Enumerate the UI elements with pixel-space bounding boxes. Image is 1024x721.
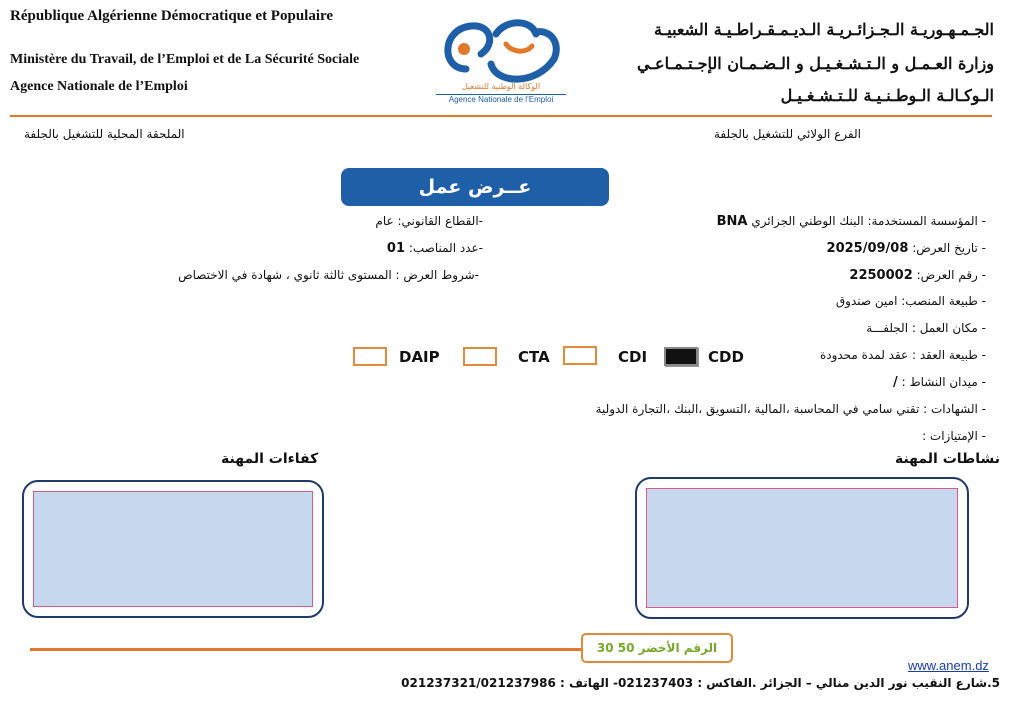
field-activity-field-value: / xyxy=(893,375,898,390)
label-cdi: CDI xyxy=(618,348,648,366)
field-offer-number-label: - رقم العرض: xyxy=(912,268,986,282)
skills-box xyxy=(22,480,324,618)
header-ar-ministry: وزارة العـمـل و الـتـشـغـيـل و الـضـمـان الإجـتـمـاعـي xyxy=(637,54,994,73)
field-contract-nature-value: عقد لمدة محدودة xyxy=(819,348,909,362)
header-ar-agency: الـوكـالـة الـوطـنـيـة للـتـشـغـيـل xyxy=(780,86,994,105)
field-diplomas-value: تقني سامي في المحاسبة ،المالية ،التسويق ،البنك ،التجارة الدولية xyxy=(595,402,920,416)
checkbox-daip[interactable] xyxy=(353,347,387,366)
header-fr-agency: Agence Nationale de l’Emploi xyxy=(10,79,188,94)
checkbox-cta[interactable] xyxy=(463,347,497,366)
logo-caption-ar: الوكالة الوطنية للتشغيل xyxy=(461,82,541,91)
field-legal-sector-label: -القطاع القانوني: xyxy=(393,214,483,228)
label-cta: CTA xyxy=(518,348,550,366)
field-employer-label: - المؤسسة المستخدمة: البنك الوطني الجزائري xyxy=(747,214,986,228)
footer-address: 5.شارع النقيب نور الدين منالي – الجزائر .الفاكس : 021237403- الهاتف : 021237321/021237986 xyxy=(401,676,1000,690)
field-offer-date-label: - تاريخ العرض: xyxy=(908,241,986,255)
logo-caption-fr: Agence Nationale de l’Emploi xyxy=(436,94,566,104)
page-title: عــرض عمل xyxy=(341,168,609,206)
field-position xyxy=(836,294,986,308)
header-fr-ministry: Ministère du Travail, de l’Emploi et de La Sécurité Sociale xyxy=(10,52,360,67)
field-work-place-value: الجلفـــة xyxy=(866,321,909,335)
field-positions-count xyxy=(387,241,483,256)
subheader-branch-office: الفرع الولائي للتشغيل بالجلفة xyxy=(714,127,861,141)
field-work-place-label: - مكان العمل : xyxy=(908,321,986,335)
activities-box xyxy=(635,477,969,619)
field-position-label: - طبيعة المنصب: xyxy=(897,294,986,308)
field-legal-sector-value: عام xyxy=(375,214,394,228)
field-offer-conditions xyxy=(178,268,479,282)
field-offer-number xyxy=(849,268,986,283)
footer-divider-left xyxy=(30,648,582,651)
green-number-badge: الرقم الأخضر 50 30 xyxy=(581,633,733,663)
subheader-local-office: الملحقة المحلية للتشغيل بالجلفة xyxy=(24,127,185,141)
field-benefits-label: - الإمتيازات : xyxy=(922,429,986,443)
field-contract-nature-label: - طبيعة العقد : xyxy=(908,348,986,362)
field-contract-nature xyxy=(820,348,986,362)
field-positions-count-label: -عدد المناصب: xyxy=(405,241,483,255)
field-offer-conditions-value: المستوى ثالثة ثانوي ، شهادة في الاختصاص xyxy=(178,268,392,282)
field-activity-field-label: - ميدان النشاط : xyxy=(897,375,986,389)
field-offer-date xyxy=(827,241,986,256)
field-offer-number-value: 2250002 xyxy=(849,268,913,283)
field-work-place xyxy=(866,321,986,335)
field-offer-date-value: 2025/09/08 xyxy=(826,241,909,256)
field-position-value: امين صندوق xyxy=(835,294,898,308)
field-offer-conditions-label: -شروط العرض : xyxy=(391,268,479,282)
field-diplomas-label: - الشهادات : xyxy=(919,402,986,416)
label-daip: DAIP xyxy=(399,348,440,366)
website-link[interactable]: www.anem.dz xyxy=(908,658,989,673)
section-activities-title: نشاطات المهنة xyxy=(894,451,1000,467)
field-activity-field xyxy=(893,375,986,390)
skills-box-content xyxy=(33,491,313,607)
field-employer xyxy=(717,214,986,229)
anem-logo xyxy=(436,14,566,110)
activities-box-content xyxy=(646,488,958,608)
field-diplomas xyxy=(596,402,986,416)
header-fr-republic: République Algérienne Démocratique et Populaire xyxy=(10,8,334,24)
field-positions-count-value: 01 xyxy=(386,241,406,256)
checkbox-cdd[interactable] xyxy=(664,347,698,366)
header-divider xyxy=(10,115,992,117)
field-employer-value: BNA xyxy=(716,214,748,229)
section-skills-title: كفاءات المهنة xyxy=(221,451,319,467)
label-cdd: CDD xyxy=(708,348,744,366)
field-benefits xyxy=(922,429,986,443)
field-legal-sector xyxy=(375,214,483,228)
checkbox-cdi[interactable] xyxy=(563,346,597,365)
header-ar-republic: الجـمـهـوريـة الـجـزائـريـة الـديـمـقـراطـيـة الشعبيـة xyxy=(653,20,994,39)
